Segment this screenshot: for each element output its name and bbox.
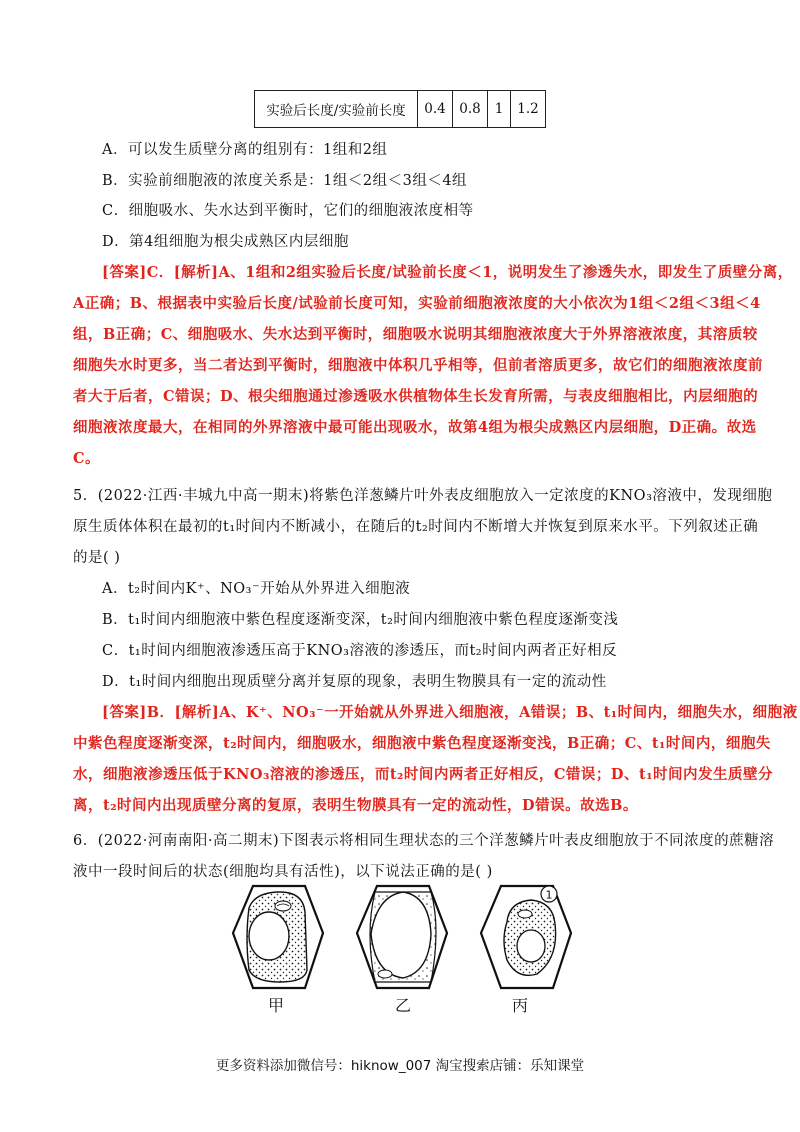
q4-option-b: B．实验前细胞液的浓度关系是：1组＜2组＜3组＜4组 xyxy=(102,173,468,189)
caption-bing: 丙 xyxy=(512,996,529,1015)
table-cell: 0.8 xyxy=(453,91,488,128)
q5-option-b: B．t₁时间内细胞液中紫色程度逐渐变深，t₂时间内细胞液中紫色程度逐渐变浅 xyxy=(102,612,619,628)
q4-option-c: C．细胞吸水、失水达到平衡时，它们的细胞液浓度相等 xyxy=(102,203,474,219)
table-row-label: 实验后长度/实验前长度 xyxy=(255,91,418,128)
length-ratio-table xyxy=(254,90,546,128)
q5-stem-line: 原生质体体积在最初的t₁时间内不断减小，在随后的t₂时间内不断增大并恢复到原来水平。下列叙述正确 xyxy=(73,519,759,535)
q4-answer-line: C。 xyxy=(73,450,101,467)
table-cell: 1.2 xyxy=(511,91,546,128)
q5-answer-line: 中紫色程度逐渐变深，t₂时间内，细胞吸水，细胞液中紫色程度逐渐变浅，B正确；C、t₁时间内，细胞失 xyxy=(73,735,771,752)
cell-jia xyxy=(233,886,323,988)
q5-option-a: A．t₂时间内K⁺、NO₃⁻开始从外界进入细胞液 xyxy=(102,581,411,597)
q5-option-c: C．t₁时间内细胞液渗透压高于KNO₃溶液的渗透压，而t₂时间内两者正好相反 xyxy=(102,643,618,659)
q5-stem-line: 5．(2022·江西·丰城九中高一期末)将紫色洋葱鳞片叶外表皮细胞放入一定浓度的KNO₃溶液中，发现细胞 xyxy=(73,488,773,504)
q5-answer-line: 水，细胞液渗透压低于KNO₃溶液的渗透压，而t₂时间内两者正好相反，C错误；D、t₁时间内发生质壁分 xyxy=(73,766,774,783)
table-row xyxy=(255,91,546,128)
page-footer: 更多资料添加微信号：hiknow_007 淘宝搜索店铺：乐知课堂 xyxy=(215,1058,585,1074)
table-cell: 0.4 xyxy=(418,91,453,128)
table-cell: 1 xyxy=(488,91,511,128)
cell-yi xyxy=(357,886,447,988)
q5-stem-line: 的是( ) xyxy=(73,550,121,566)
q4-answer-line: 组，B正确；C、细胞吸水、失水达到平衡时，细胞吸水说明其细胞液浓度大于外界溶液浓度，其溶质较 xyxy=(73,326,758,343)
q4-answer-line: [答案]C．[解析]A、1组和2组实验后长度/试验前长度＜1，说明发生了渗透失水，即发生了质壁分离， xyxy=(102,264,793,281)
marker-label: 1 xyxy=(545,888,553,902)
q4-answer-line: 细胞失水时更多，当二者达到平衡时，细胞液中体积几乎相等，但前者溶质更多，故它们的细胞液浓度前 xyxy=(73,357,763,374)
caption-yi: 乙 xyxy=(395,996,412,1015)
q4-option-d: D．第4组细胞为根尖成熟区内层细胞 xyxy=(102,234,349,250)
plant-cells-figure xyxy=(225,878,585,998)
q4-answer-line: 细胞液浓度最大，在相同的外界溶液中最可能出现吸水，故第4组为根尖成熟区内层细胞，D正确。故选 xyxy=(73,419,757,436)
q4-answer-line: A正确；B、根据表中实验后长度/试验前长度可知，实验前细胞液浓度的大小依次为1组＜2组＜3组＜4 xyxy=(73,295,761,312)
q5-answer-line: [答案]B．[解析]A、K⁺、NO₃⁻一开始就从外界进入细胞液，A错误；B、t₁时间内，细胞失水，细胞液 xyxy=(102,704,798,721)
cell-bing xyxy=(481,886,571,988)
q4-answer-line: 者大于后者，C错误；D、根尖细胞通过渗透吸水供植物体生长发育所需，与表皮细胞相比，内层细胞的 xyxy=(73,388,759,405)
caption-jia: 甲 xyxy=(268,996,285,1015)
q4-option-a: A．可以发生质壁分离的组别有：1组和2组 xyxy=(102,142,388,158)
q6-stem-line: 6．(2022·河南南阳·高二期末)下图表示将相同生理状态的三个洋葱鳞片叶表皮细胞放于不同浓度的蔗糖溶 xyxy=(73,833,775,849)
q6-stem-line: 液中一段时间后的状态(细胞均具有活性)，以下说法正确的是( ) xyxy=(73,864,493,880)
q5-option-d: D．t₁时间内细胞出现质壁分离并复原的现象，表明生物膜具有一定的流动性 xyxy=(102,674,607,690)
q5-answer-line: 离，t₂时间内出现质壁分离的复原，表明生物膜具有一定的流动性，D错误。故选B。 xyxy=(73,797,638,814)
